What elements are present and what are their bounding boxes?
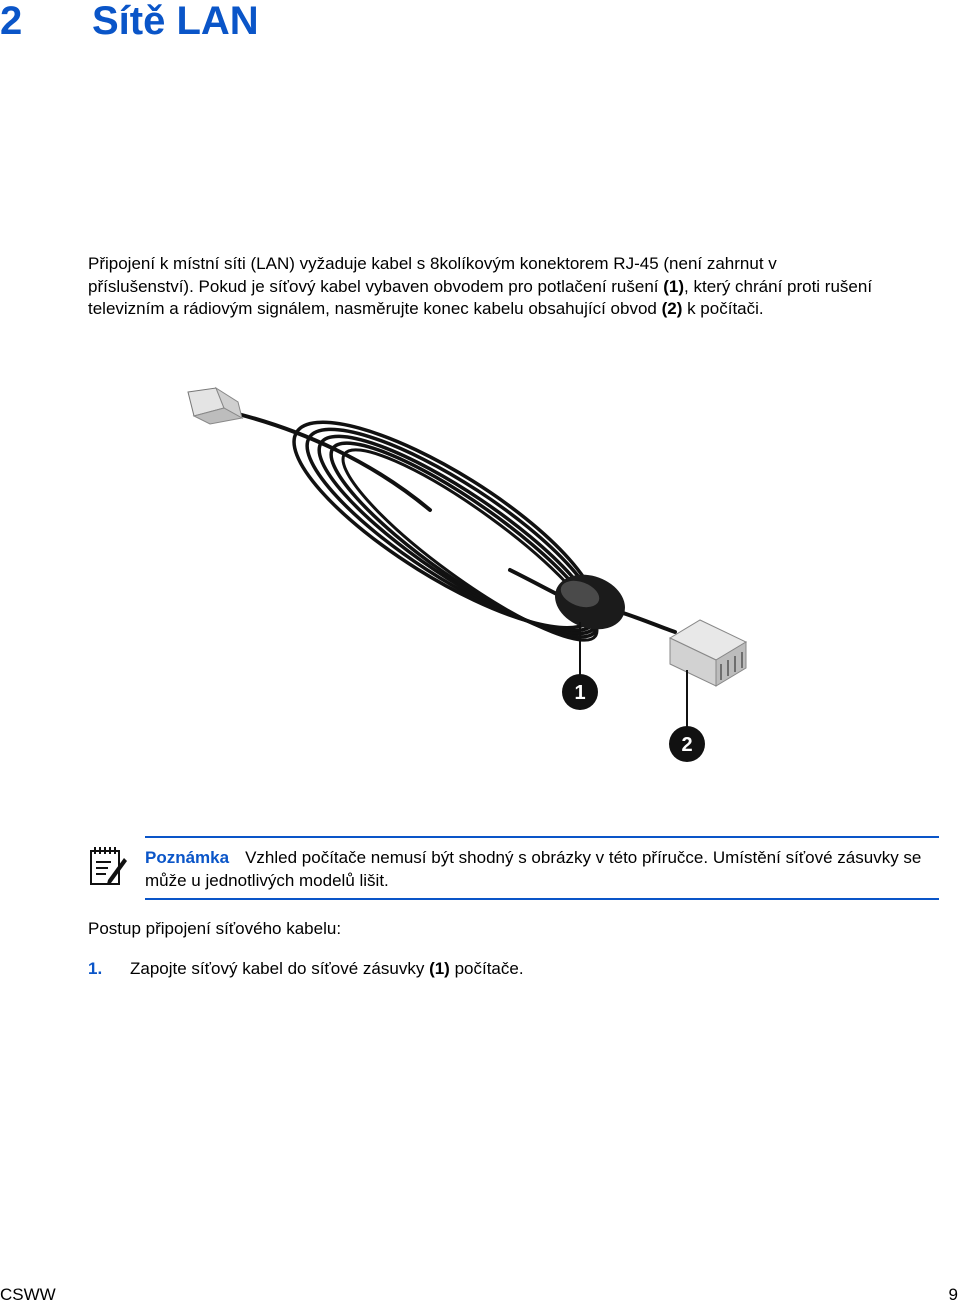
chapter-number: 2 [0, 0, 23, 43]
rj45-plug-bottom [670, 620, 746, 686]
paragraph-line-2 [88, 276, 948, 299]
callout-number-1: 1 [574, 682, 586, 704]
paragraph-text: k počítači. [682, 299, 764, 318]
step-text: Zapojte síťový kabel do síťové zásuvky [130, 959, 430, 978]
note-label: Poznámka [145, 848, 230, 867]
network-cable-figure [180, 380, 760, 770]
note-bottom-rule [145, 898, 939, 900]
procedure-intro: Postup připojení síťového kabelu: [88, 919, 342, 938]
procedure-step-1 [88, 958, 524, 980]
note-box [88, 836, 940, 902]
chapter-heading [0, 0, 960, 44]
note-body: Vzhled počítače nemusí být shodný s obrázky v této příručce. Umístění síťové zásuvky se může u jednotlivých modelů lišit. [145, 848, 922, 890]
rj45-plug-top [188, 388, 242, 424]
callout-reference-1: (1) [663, 276, 685, 296]
callout-reference-2: (2) [661, 299, 683, 318]
step-number: 1. [88, 959, 103, 978]
paragraph-line-1: Připojení k místní síti (LAN) vyžaduje kabel s 8kolíkovým konektorem RJ-45 (není zahrnut v [88, 254, 777, 273]
paragraph-line-3 [88, 298, 948, 321]
note-pad-icon [88, 844, 128, 888]
footer-locale: CSWW [0, 1285, 56, 1304]
callout-number-2: 2 [681, 734, 693, 756]
intro-paragraph [88, 253, 948, 321]
paragraph-text: příslušenství). Pokud je síťový kabel vybaven obvodem pro potlačení rušení [88, 276, 664, 296]
paragraph-text: televizním a rádiovým signálem, nasměrujte konec kabelu obsahující obvod [88, 299, 662, 318]
note-top-rule [145, 836, 939, 838]
step-callout: (1) [429, 959, 450, 978]
paragraph-text: , který chrání proti rušení [684, 276, 873, 296]
footer-page-number: 9 [948, 1285, 958, 1304]
step-text-end: počítače. [449, 959, 524, 978]
chapter-title: Sítě LAN [92, 0, 259, 43]
note-text [145, 847, 939, 892]
